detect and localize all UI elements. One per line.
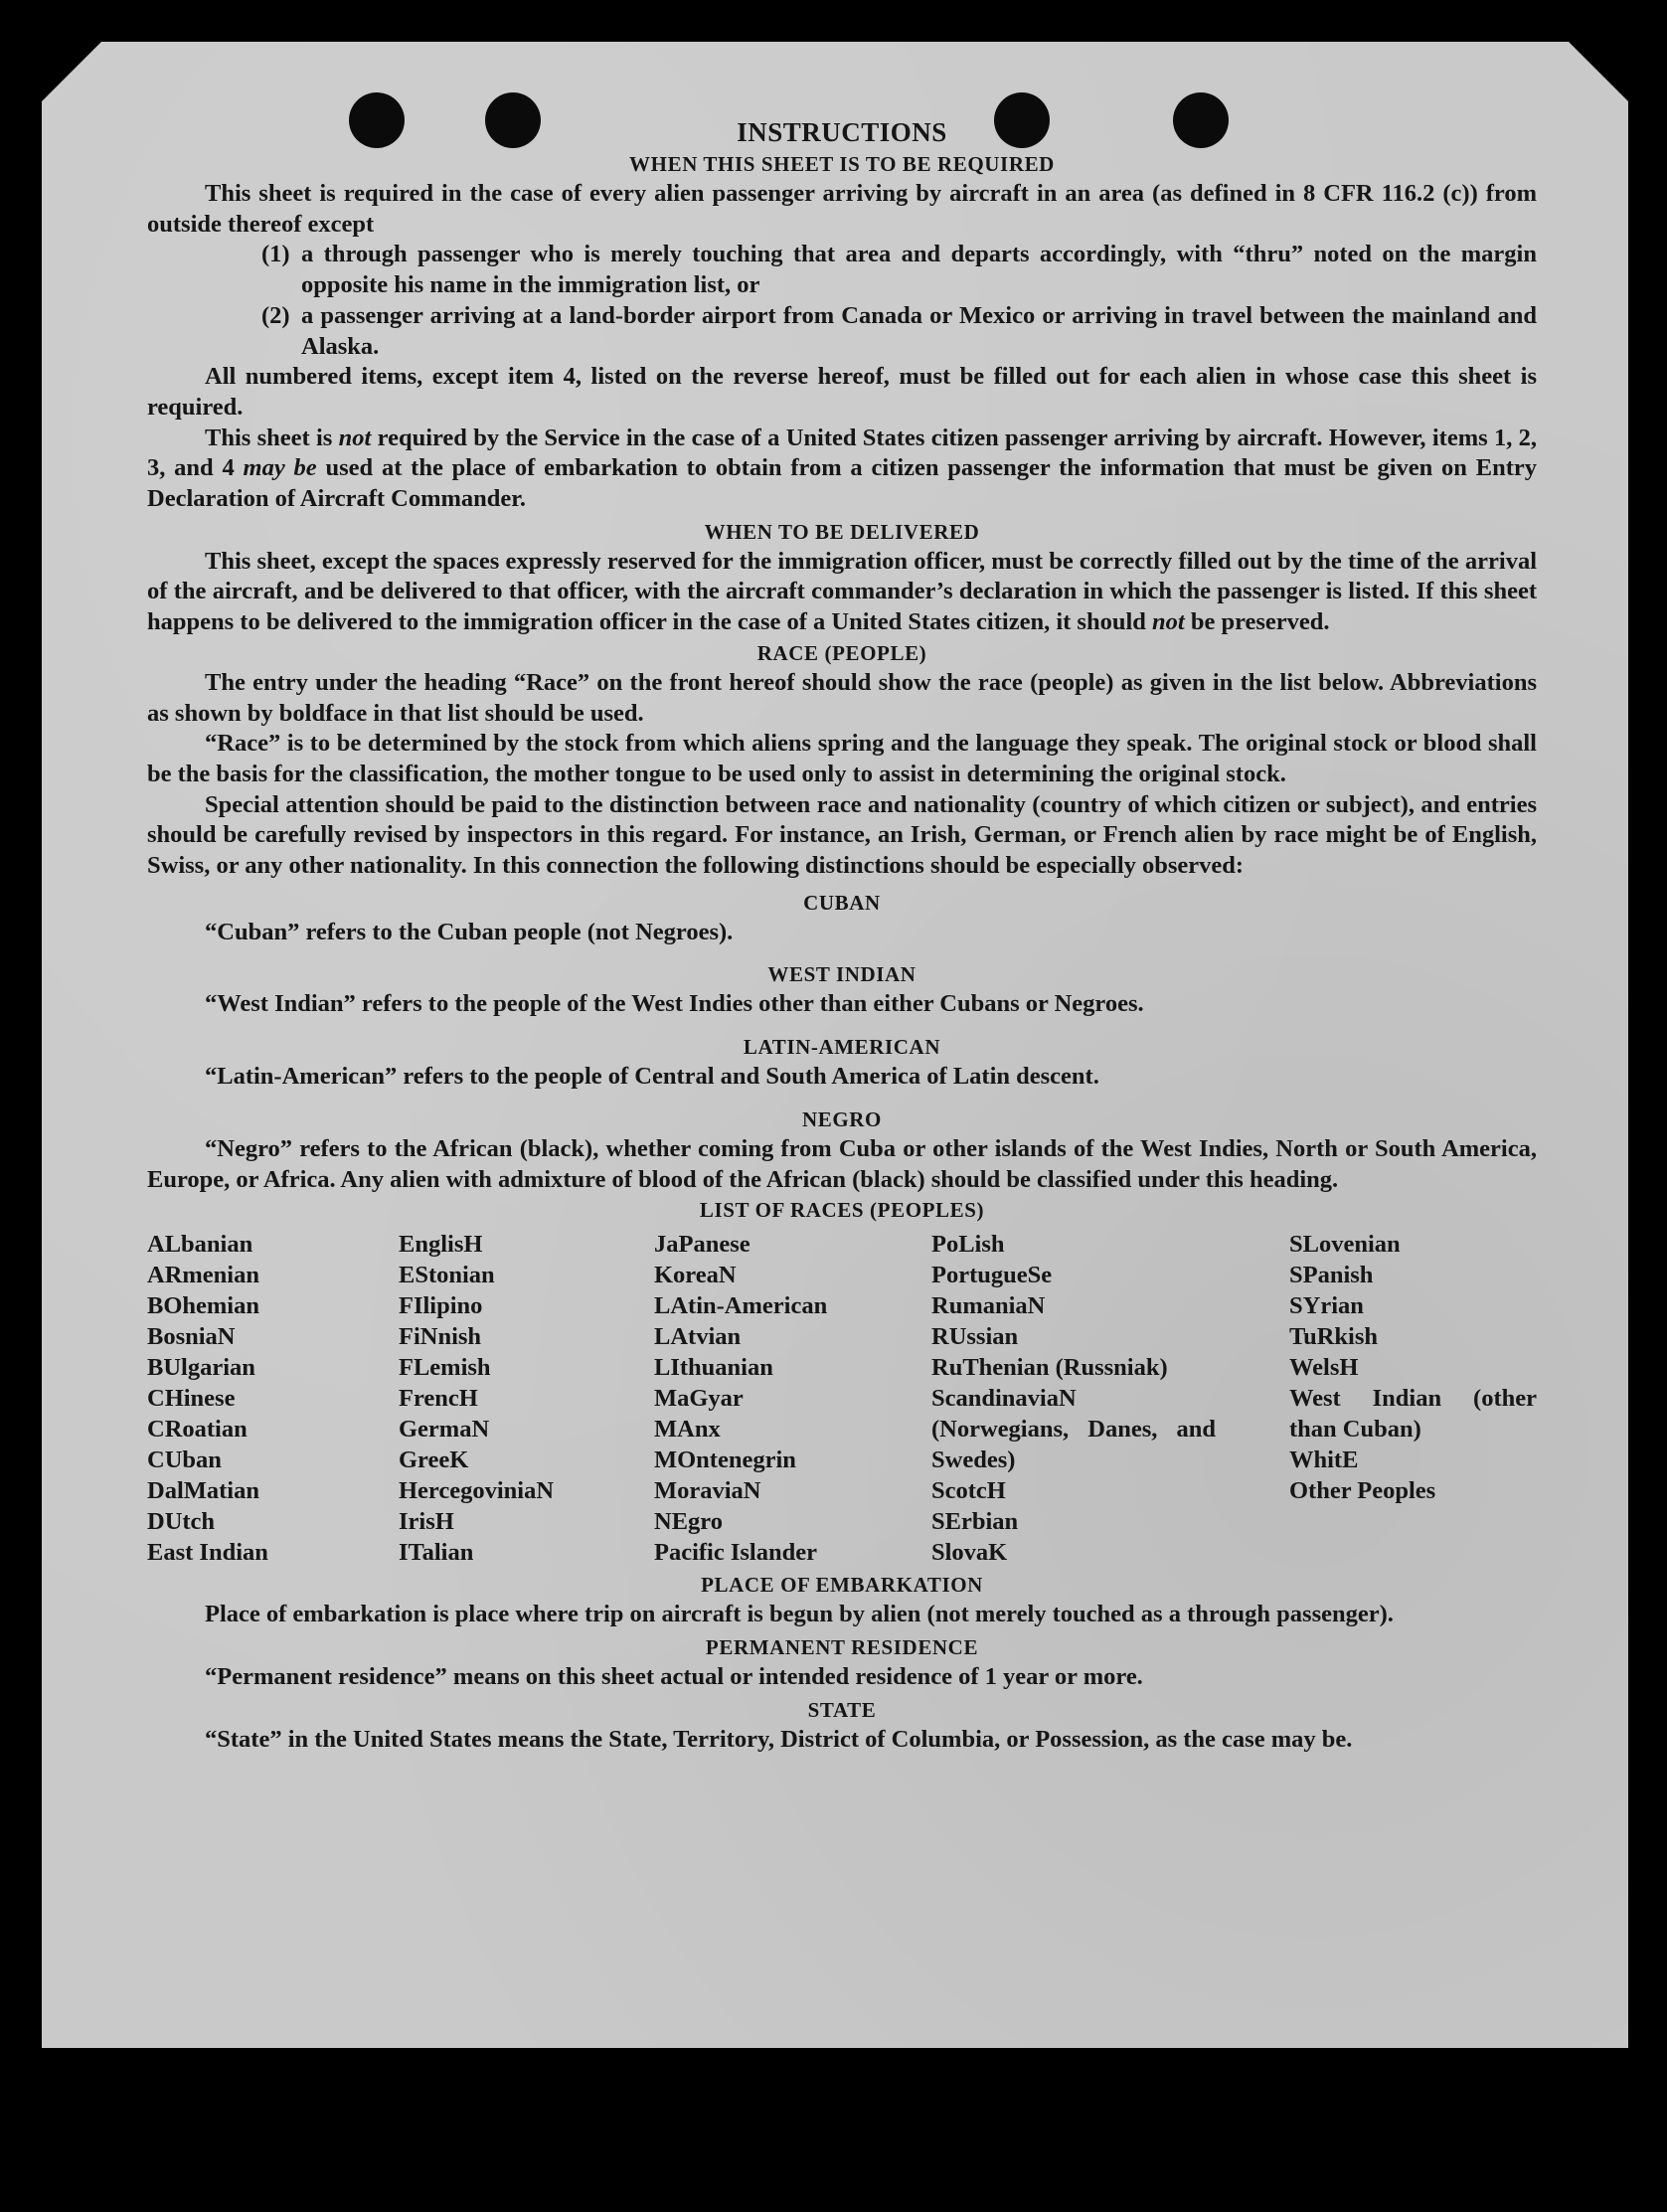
race-entry: MAnx [654, 1416, 721, 1444]
state-definition: “State” in the United States means the State, Territory, District of Columbia, or Possession, as the case may be. [205, 1725, 1353, 1753]
item-text: a passenger arriving at a land-border airport from Canada or Mexico or arriving in travel between the mainland and Alaska. [301, 301, 1537, 360]
race-entry: CRoatian [147, 1416, 248, 1444]
races-column-4 [931, 1229, 1289, 1568]
race-entry: WelsH [1289, 1354, 1359, 1382]
race-entry: DalMatian [147, 1477, 259, 1505]
heading-negro: NEGRO [801, 1106, 882, 1131]
race-entry: BUlgarian [147, 1354, 255, 1382]
heading-place-of-embarkation: PLACE OF EMBARKATION [701, 1573, 983, 1598]
race-entry: SlovaK [931, 1539, 1008, 1567]
race-entry: KoreaN [654, 1262, 737, 1289]
races-list [147, 1229, 1537, 1568]
race-entry: FIlipino [399, 1292, 483, 1320]
race-entry: RumaniaN [931, 1292, 1046, 1320]
race-entry: TuRkish [1289, 1323, 1379, 1351]
race-entry: West Indian (other than Cuban) [1289, 1385, 1537, 1444]
exception-item-2 [261, 301, 1537, 362]
race-entry: SYrian [1289, 1292, 1364, 1320]
latin-american-definition: “Latin-American” refers to the people of Central and South America of Latin descent. [205, 1063, 1099, 1091]
race-entry: ScotcH [931, 1477, 1006, 1505]
page-title: INSTRUCTIONS [737, 117, 947, 147]
heading-permanent-residence: PERMANENT RESIDENCE [705, 1634, 979, 1659]
race-entry: NEgro [654, 1508, 723, 1536]
race-entry: SPanish [1289, 1262, 1374, 1289]
race-entry: BOhemian [147, 1292, 259, 1320]
race-entry: MOntenegrin [654, 1446, 796, 1474]
race-entry: ALbanian [147, 1231, 253, 1259]
race-paragraph-2: “Race” is to be determined by the stock from which aliens spring and the language they speak. The original stock or blood shall be the basis for the classification, the mother tongue to be used only to assist in determining the original stock. [147, 730, 1537, 787]
races-column-5 [1289, 1229, 1537, 1568]
exception-item-1 [261, 240, 1537, 300]
race-entry: LIthuanian [654, 1354, 773, 1382]
races-column-3 [654, 1229, 931, 1568]
race-entry: ITalian [399, 1539, 474, 1567]
when-required-intro: This sheet is required in the case of every alien passenger arriving by aircraft in an area (as defined in 8 CFR 116.2 (c)) from outside thereof except [147, 180, 1537, 238]
race-entry: FrencH [399, 1385, 478, 1413]
race-entry: GermaN [399, 1416, 490, 1444]
item-number: (2) [261, 301, 290, 329]
numbered-items-paragraph: All numbered items, except item 4, listed on the reverse hereof, must be filled out for each alien in whose case this sheet is required. [147, 363, 1537, 421]
instructions-text [147, 115, 1537, 1755]
heading-race: RACE (PEOPLE) [756, 640, 927, 665]
item-number: (1) [261, 241, 290, 268]
race-entry: EnglisH [399, 1231, 483, 1259]
races-column-1 [147, 1229, 399, 1568]
race-entry: IrisH [399, 1508, 454, 1536]
race-entry: ScandinaviaN (Norwegians, Danes, and Swedes) [931, 1385, 1216, 1474]
race-entry: HercegoviniaN [399, 1477, 555, 1505]
race-entry: LAtvian [654, 1323, 742, 1351]
heading-when-required: WHEN THIS SHEET IS TO BE REQUIRED [629, 152, 1055, 176]
heading-list-of-races: LIST OF RACES (PEOPLES) [699, 1198, 985, 1223]
race-entry: PoLish [931, 1231, 1005, 1259]
race-entry: FLemish [399, 1354, 491, 1382]
citizen-paragraph: This sheet is not required by the Service in the case of a United States citizen passenger arriving by aircraft. However, items 1, 2, 3, and 4 may be used at the place of embarkation to obtain from a citizen passenger the information that must be given on Entry Declaration of Aircraft Commander. [147, 424, 1537, 513]
heading-state: STATE [807, 1697, 877, 1722]
negro-definition: “Negro” refers to the African (black), whether coming from Cuba or other islands of the West Indies, North or South America, Europe, or Africa. Any alien with admixture of blood of the African (black) should be classified under this heading. [147, 1134, 1537, 1193]
race-entry: GreeK [399, 1446, 469, 1474]
heading-west-indian: WEST INDIAN [767, 962, 917, 987]
race-entry: Pacific Islander [654, 1539, 817, 1567]
item-text: a through passenger who is merely touching that area and departs accordingly, with “thru” noted on the margin opposite his name in the immigration list, or [301, 241, 1537, 299]
heading-cuban: CUBAN [803, 890, 881, 915]
heading-latin-american: LATIN-AMERICAN [743, 1035, 941, 1060]
race-entry: MoraviaN [654, 1477, 761, 1505]
cuban-definition: “Cuban” refers to the Cuban people (not Negroes). [205, 918, 734, 945]
race-entry: JaPanese [654, 1231, 750, 1259]
delivery-paragraph: This sheet, except the spaces expressly reserved for the immigration officer, must be correctly filled out by the time of the arrival of the aircraft, and be delivered to that officer, with the aircraft commander’s declaration in which the passenger is listed. If this sheet happens to be delivered to the immigration officer in the case of a United States citizen, it should not be preserved. [147, 547, 1537, 636]
race-entry: SErbian [931, 1508, 1019, 1536]
race-entry: RUssian [931, 1323, 1019, 1351]
race-entry: FiNnish [399, 1323, 482, 1351]
race-entry: LAtin-American [654, 1292, 828, 1320]
race-entry: East Indian [147, 1539, 268, 1567]
race-entry: RuThenian (Russniak) [931, 1354, 1168, 1382]
race-entry: CHinese [147, 1385, 236, 1413]
residence-definition: “Permanent residence” means on this sheet actual or intended residence of 1 year or more. [205, 1662, 1143, 1690]
races-column-2 [399, 1229, 654, 1568]
race-paragraph-1: The entry under the heading “Race” on the front hereof should show the race (people) as given in the list below. Abbreviations as shown by boldface in that list should be used. [147, 668, 1537, 727]
embarkation-definition: Place of embarkation is place where trip on aircraft is begun by alien (not merely touched as a through passenger). [205, 1601, 1394, 1628]
race-entry: Other Peoples [1289, 1477, 1436, 1505]
race-entry: PortugueSe [931, 1262, 1053, 1289]
west-indian-definition: “West Indian” refers to the people of the West Indies other than either Cubans or Negroes. [205, 990, 1144, 1018]
race-entry: MaGyar [654, 1385, 744, 1413]
heading-when-delivered: WHEN TO BE DELIVERED [704, 519, 980, 544]
race-entry: BosniaN [147, 1323, 236, 1351]
race-entry: CUban [147, 1446, 222, 1474]
race-paragraph-3: Special attention should be paid to the distinction between race and nationality (country of which citizen or subject), and entries should be carefully revised by inspectors in this regard. For instance, an Irish, German, or French alien by race might be of English, Swiss, or any other nationality. In this connection the following distinctions should be especially observed: [147, 790, 1537, 880]
race-entry: ARmenian [147, 1262, 259, 1289]
race-entry: EStonian [399, 1262, 495, 1289]
race-entry: DUtch [147, 1508, 216, 1536]
race-entry: SLovenian [1289, 1231, 1401, 1259]
race-entry: WhitE [1289, 1446, 1359, 1474]
